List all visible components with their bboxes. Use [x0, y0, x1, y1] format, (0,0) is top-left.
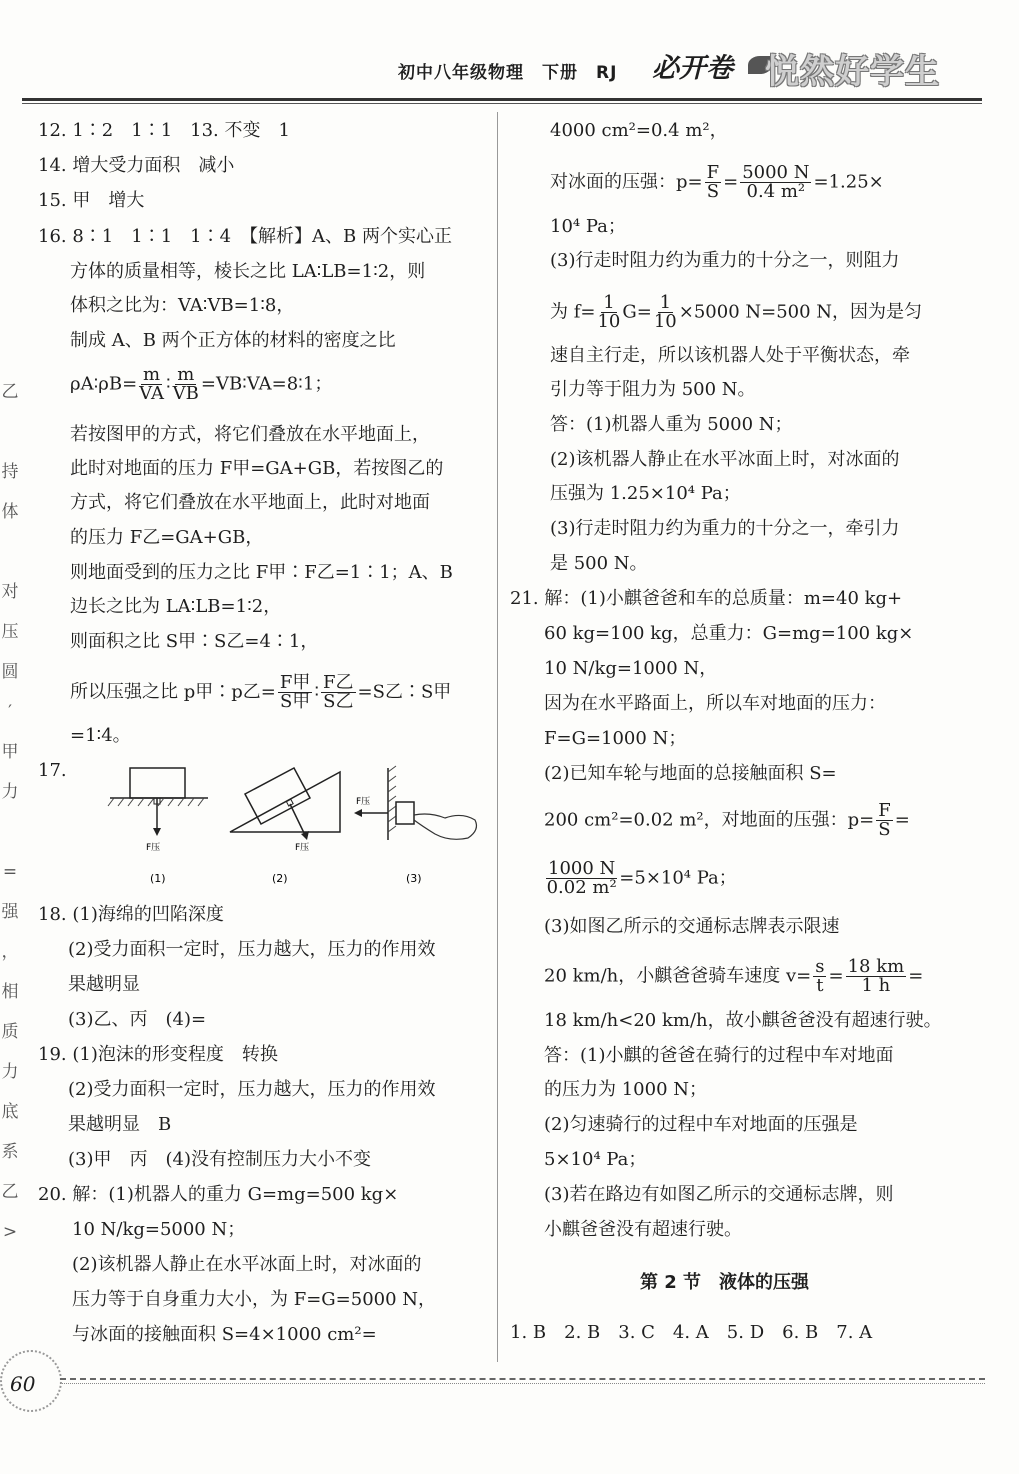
text-line: 4000 cm²=0.4 m²， — [550, 120, 728, 141]
fraction — [740, 164, 811, 201]
header-rule — [22, 98, 982, 101]
text-line: (2)受力面积一定时，压力越大，压力的作用效 — [68, 939, 436, 960]
formula-part: ∶ — [314, 681, 320, 703]
edge-fragment: 压 — [1, 622, 19, 642]
text-line: (2)受力面积一定时，压力越大，压力的作用效 — [68, 1079, 436, 1100]
column-divider — [497, 112, 498, 1362]
answer-18: 18. (1)海绵的凹陷深度 — [38, 904, 224, 925]
answer-14: 14. 增大受力面积 减小 — [38, 155, 235, 176]
denominator: 10 — [653, 311, 677, 332]
text-line: 的压力 F乙=GA+GB， — [70, 527, 264, 548]
formula-part: =5×10⁴ Pa； — [619, 867, 737, 889]
text-line: 因为在水平路面上，所以车对地面的压力： — [544, 693, 886, 714]
text-line: 压力等于自身重力大小，为 F=G=5000 N， — [72, 1289, 437, 1310]
formula-part: = — [828, 965, 844, 987]
formula-part: =S乙∶S甲 — [357, 681, 452, 703]
fraction — [705, 164, 722, 201]
numerator: F乙 — [323, 672, 354, 693]
left-edge-fragments — [0, 380, 20, 1260]
text-line: F=G=1000 N； — [544, 728, 687, 749]
edge-fragment: = — [2, 862, 18, 882]
force-label: F压 — [356, 797, 371, 807]
formula-part: =1.25× — [813, 171, 884, 193]
text-line: (2)已知车轮与地面的总接触面积 S= — [544, 763, 837, 784]
header-rule-thin — [22, 103, 982, 104]
text-line: 体积之比为：VA∶VB=1∶8， — [70, 295, 295, 316]
fraction — [173, 366, 199, 403]
edge-fragment: 甲 — [1, 742, 19, 762]
denominator: 0.4 m² — [746, 181, 806, 202]
figure-block-on-ground — [108, 768, 208, 885]
text-line: 方式，将它们叠放在水平地面上，此时对地面 — [70, 492, 430, 513]
answer-20: 20. 解：(1)机器人的重力 G=mg=500 kg× — [38, 1184, 399, 1205]
numerator: 18 km — [847, 956, 905, 977]
text-line: 若按图甲的方式，将它们叠放在水平地面上， — [70, 424, 430, 445]
figure-caption: (3) — [406, 872, 422, 885]
fraction — [546, 860, 617, 897]
text-line: 的压力为 1000 N； — [544, 1079, 708, 1100]
text-line: 与冰面的接触面积 S=4×1000 cm²= — [72, 1324, 377, 1345]
formula-part: 所以压强之比 p甲∶p乙= — [70, 681, 276, 703]
denominator: S — [706, 181, 720, 202]
edge-fragment: ， — [1, 942, 19, 962]
formula-part: =VB∶VA=8∶1； — [200, 373, 333, 395]
numerator: 5000 N — [742, 162, 810, 183]
text-line: (2)该机器人静止在水平冰面上时，对冰面的 — [72, 1254, 422, 1275]
answer-16: 16. 8∶1 1∶1 1∶4 【解析】A、B 两个实心正 — [38, 226, 453, 247]
edge-fragment — [0, 820, 20, 860]
denominator: 0.02 m² — [546, 877, 617, 898]
fraction — [876, 802, 893, 839]
edge-fragment: 体 — [1, 502, 19, 522]
formula-part: 为 f= — [550, 301, 596, 323]
answer-15: 15. 甲 增大 — [38, 190, 145, 211]
hand-icon — [414, 814, 476, 839]
text-line: 答：(1)小麒的爸爸在骑行的过程中车对地面 — [544, 1045, 894, 1066]
text-line: (3)行走时阻力约为重力的十分之一，牵引力 — [550, 518, 900, 539]
fraction — [846, 958, 907, 995]
edge-fragment: 力 — [1, 1062, 19, 1082]
text-line: =1∶4。 — [70, 725, 131, 746]
formula-part: 200 cm²=0.02 m²，对地面的压强：p= — [544, 809, 875, 831]
edge-fragment: 对 — [1, 582, 19, 602]
fraction — [654, 294, 677, 331]
text-line: 此时对地面的压力 F甲=GA+GB，若按图乙的 — [70, 458, 444, 479]
text-line: (3)乙、丙 (4)= — [68, 1009, 207, 1030]
numerator: m — [143, 364, 161, 385]
force-diagrams — [100, 760, 490, 890]
edge-fragment: 圆 — [1, 662, 19, 682]
denominator: S甲 — [279, 691, 311, 712]
formula-part: 对冰面的压强：p= — [550, 171, 703, 193]
edge-fragment: > — [2, 1222, 18, 1242]
pressure-ratio-formula — [70, 674, 451, 711]
answer-12-13: 12. 1∶2 1∶1 13. 不变 1 — [38, 120, 290, 141]
text-line: 60 kg=100 kg，总重力：G=mg=100 kg× — [544, 623, 914, 644]
formula-part: ∶ — [165, 373, 171, 395]
force-label: F压 — [146, 843, 161, 853]
numerator: m — [177, 364, 195, 385]
text-line: 边长之比为 LA∶LB=1∶2， — [70, 596, 282, 617]
section-answers: 1. B 2. B 3. C 4. A 5. D 6. B 7. A — [510, 1322, 873, 1343]
numerator: F甲 — [279, 672, 311, 693]
text-line: (2)该机器人静止在水平冰面上时，对冰面的 — [550, 449, 900, 470]
text-line: 方体的质量相等，棱长之比 LA∶LB=1∶2，则 — [70, 261, 426, 282]
text-line: (3)甲 丙 (4)没有控制压力大小不变 — [68, 1149, 371, 1170]
text-line: 果越明显 — [68, 974, 140, 995]
denominator: S — [878, 819, 891, 840]
numerator: F — [706, 162, 720, 183]
fraction — [139, 366, 164, 403]
figure-block-pressed-on-wall — [354, 766, 476, 885]
road-pressure-result — [544, 860, 737, 897]
fraction — [321, 674, 356, 711]
answer-19: 19. (1)泡沫的形变程度 转换 — [38, 1044, 278, 1065]
formula-part: = — [723, 171, 739, 193]
answer-21: 21. 解：(1)小麒爸爸和车的总质量：m=40 kg+ — [510, 588, 903, 609]
edge-fragment: ′ — [8, 702, 12, 722]
edge-fragment — [0, 420, 20, 460]
edge-fragment: 乙 — [1, 1182, 19, 1202]
edge-fragment: 系 — [1, 1142, 19, 1162]
denominator: 10 — [597, 311, 621, 332]
edge-fragment: 强 — [1, 902, 19, 922]
text-line: (3)若在路边有如图乙所示的交通标志牌，则 — [544, 1184, 894, 1205]
book-title: 初中八年级物理 下册 RJ — [398, 63, 618, 83]
text-line: (3)如图乙所示的交通标志牌表示限速 — [544, 916, 840, 937]
edge-fragment — [0, 540, 20, 580]
denominator: VB — [172, 383, 199, 404]
text-line: 5×10⁴ Pa； — [544, 1149, 647, 1170]
numerator: F — [878, 800, 891, 821]
figure-caption: (1) — [150, 872, 166, 885]
fraction — [278, 674, 313, 711]
page-number: 60 — [10, 1372, 36, 1396]
text-line: 10 N/kg=1000 N， — [544, 658, 718, 679]
text-line: 18 km/h<20 km/h，故小麒爸爸没有超速行驶。 — [544, 1010, 942, 1031]
text-line: 则地面受到的压力之比 F甲∶F乙=1∶1；A、B — [70, 562, 453, 583]
edge-fragment: 质 — [1, 1022, 19, 1042]
numerator: 1 — [659, 292, 672, 313]
ice-pressure-formula — [550, 164, 884, 201]
fraction — [813, 958, 826, 995]
text-line: 10 N/kg=5000 N； — [72, 1219, 246, 1240]
text-line: 答：(1)机器人重为 5000 N； — [550, 414, 793, 435]
formula-part: G= — [622, 301, 652, 323]
formula-part: ρA∶ρB= — [70, 373, 138, 395]
text-line: 是 500 N。 — [550, 553, 648, 574]
formula-part: = — [908, 965, 924, 987]
footer-rule-thin — [60, 1383, 985, 1384]
text-line: 则面积之比 S甲∶S乙=4∶1， — [70, 631, 319, 652]
text-line: 压强为 1.25×10⁴ Pa； — [550, 483, 741, 504]
denominator: VA — [139, 383, 164, 404]
text-line: 果越明显 B — [68, 1114, 172, 1135]
edge-fragment: 持 — [1, 462, 19, 482]
section-title: 第 2 节 液体的压强 — [640, 1272, 810, 1293]
edge-fragment: 力 — [1, 782, 19, 802]
road-pressure-formula — [544, 802, 910, 839]
text-line: 速自主行走，所以该机器人处于平衡状态，牵 — [550, 345, 910, 366]
figure-caption: (2) — [272, 872, 288, 885]
formula-part: ×5000 N=500 N，因为是匀 — [678, 301, 923, 323]
numerator: s — [815, 956, 825, 977]
text-line: 10⁴ Pa； — [550, 216, 626, 237]
denominator: 1 h — [861, 975, 891, 996]
friction-formula — [550, 294, 922, 331]
text-line: 制成 A、B 两个正方体的材料的密度之比 — [70, 330, 396, 351]
denominator: t — [816, 975, 824, 996]
text-line: (2)匀速骑行的过程中车对地面的压强是 — [544, 1114, 858, 1135]
answer-17-label: 17. — [38, 760, 67, 781]
brand-name: 必开卷 — [652, 53, 733, 84]
text-line: 小麒爸爸没有超速行驶。 — [544, 1219, 742, 1240]
density-ratio-formula — [70, 366, 332, 403]
denominator: S乙 — [323, 691, 354, 712]
series-logo: 悦然好学生 — [765, 52, 940, 92]
edge-fragment: 乙 — [1, 382, 19, 402]
text-line: (3)行走时阻力约为重力的十分之一，则阻力 — [550, 250, 900, 271]
edge-fragment: 相 — [1, 982, 19, 1002]
fraction — [597, 294, 620, 331]
edge-fragment: 底 — [1, 1102, 19, 1122]
footer-rule — [60, 1378, 985, 1380]
text-line: 引力等于阻力为 500 N。 — [550, 379, 756, 400]
force-label: F压 — [295, 843, 310, 853]
speed-formula — [544, 958, 923, 995]
numerator: 1000 N — [548, 858, 616, 879]
numerator: 1 — [603, 292, 615, 313]
formula-part: 20 km/h，小麒爸爸骑车速度 v= — [544, 965, 812, 987]
formula-part: = — [894, 809, 910, 831]
figure-block-on-incline — [230, 768, 340, 885]
